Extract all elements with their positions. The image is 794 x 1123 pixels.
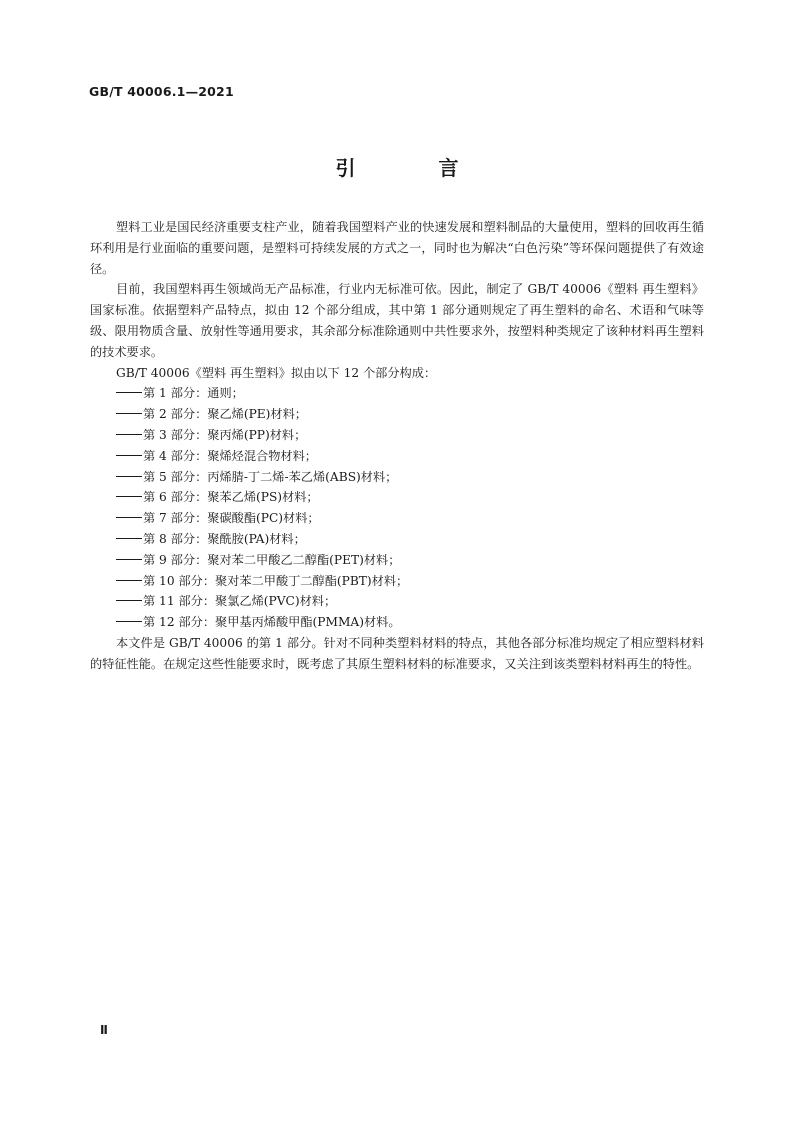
dash-icon: [116, 538, 142, 539]
list-item: [90, 487, 704, 508]
list-item-text: 第 1 部分：通则；: [143, 386, 244, 401]
list-item: [90, 591, 704, 612]
list-item-text: 第 5 部分：丙烯腈-丁二烯-苯乙烯(ABS)材料；: [143, 469, 398, 484]
list-item: [90, 446, 704, 467]
list-item: [90, 425, 704, 446]
list-item-text: 第 7 部分：聚碳酸酯(PC)材料；: [143, 511, 320, 526]
parts-list: [90, 383, 704, 633]
dash-icon: [116, 496, 142, 497]
paragraph-background: 塑料工业是国民经济重要支柱产业，随着我国塑料产业的快速发展和塑料制品的大量使用，塑料的回收再生循环利用是行业面临的重要问题，是塑料可持续发展的方式之一，同时也为解决“白色污染”等环保问题提供了有效途径。: [90, 220, 704, 276]
paragraph-this-document: 本文件是 GB/T 40006 的第 1 部分。针对不同种类塑料材料的特点，其他各部分标准均规定了相应塑料材料的特征性能。在规定这些性能要求时，既考虑了其原生塑料材料的标准要求，又关注到该类塑料材料再生的特性。: [90, 635, 704, 671]
list-item-text: 第 10 部分：聚对苯二甲酸丁二醇酯(PBT)材料；: [143, 573, 409, 588]
list-item: [90, 571, 704, 592]
list-item-text: 第 11 部分：聚氯乙烯(PVC)材料；: [143, 594, 337, 609]
list-item-text: 第 3 部分：聚丙烯(PP)材料；: [143, 427, 307, 442]
list-item: [90, 404, 704, 425]
dash-icon: [116, 621, 142, 622]
dash-icon: [116, 455, 142, 456]
list-item-text: 第 6 部分：聚苯乙烯(PS)材料；: [143, 490, 319, 505]
dash-icon: [116, 413, 142, 414]
list-item: [90, 550, 704, 571]
page-number: Ⅱ: [100, 1023, 108, 1037]
paragraph-current-status: 目前，我国塑料再生领域尚无产品标准，行业内无标准可依。因此，制定了 GB/T 40006《塑料 再生塑料》国家标准。依据塑料产品特点，拟由 12 个部分组成，其中第 1 部分通则规定了再生塑料的命名、术语和气味等级、限用物质含量、放射性等通用要求，其余部分标准除通则中共性要求外，按塑料种类规定了该种材料再生塑料的技术要求。: [90, 282, 704, 359]
list-item-text: 第 4 部分：聚烯烃混合物材料；: [143, 448, 317, 463]
dash-icon: [116, 580, 142, 581]
dash-icon: [116, 600, 142, 601]
dash-icon: [116, 434, 142, 435]
list-item: [90, 467, 704, 488]
dash-icon: [116, 476, 142, 477]
list-item-text: 第 8 部分：聚酰胺(PA)材料；: [143, 531, 306, 546]
page-title: 引 言: [335, 156, 497, 180]
dash-icon: [116, 517, 142, 518]
list-item-text: 第 9 部分：聚对苯二甲酸乙二醇酯(PET)材料；: [143, 552, 401, 567]
dash-icon: [116, 559, 142, 560]
list-item: [90, 529, 704, 550]
paragraph-parts-intro: GB/T 40006《塑料 再生塑料》拟由以下 12 个部分构成：: [116, 365, 437, 380]
standard-code-header: GB/T 40006.1—2021: [89, 84, 234, 99]
list-item-text: 第 2 部分：聚乙烯(PE)材料；: [143, 407, 307, 422]
list-item: [90, 612, 704, 633]
list-item: [90, 508, 704, 529]
introduction-body: [90, 217, 704, 675]
dash-icon: [116, 392, 142, 393]
list-item: [90, 383, 704, 404]
list-item-text: 第 12 部分：聚甲基丙烯酸甲酯(PMMA)材料。: [143, 615, 401, 630]
